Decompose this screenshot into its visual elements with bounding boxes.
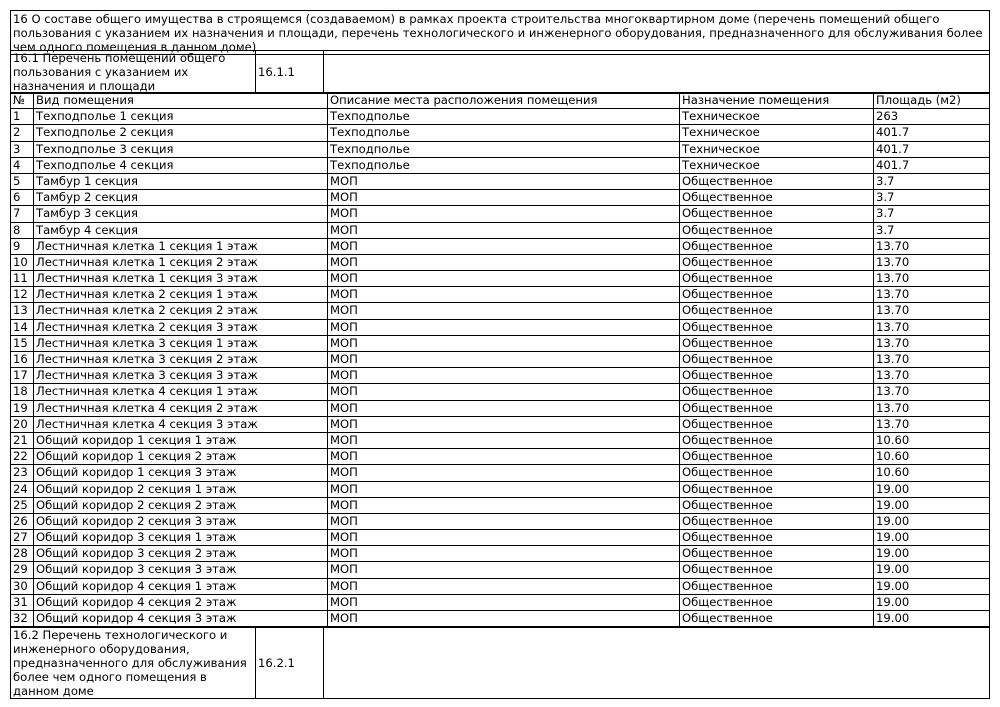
cell-area: 19.00 — [874, 611, 990, 627]
subsection-label: 16.2 Перечень технологического и инженерного оборудования, предназначенного для обслуживания более чем одного помещения в данном доме — [11, 628, 256, 699]
cell-location: МОП — [328, 352, 680, 368]
table-row — [11, 271, 990, 287]
cell-purpose: Техническое — [680, 125, 874, 141]
table-row — [11, 497, 990, 513]
subsection-value — [324, 628, 990, 699]
cell-number: 20 — [11, 416, 34, 432]
table-row — [11, 368, 990, 384]
cell-number: 31 — [11, 594, 34, 610]
cell-number: 24 — [11, 481, 34, 497]
cell-number: 13 — [11, 303, 34, 319]
cell-number: 29 — [11, 562, 34, 578]
cell-room-type: Лестничная клетка 2 секция 3 этаж — [34, 319, 328, 335]
cell-location: МОП — [328, 173, 680, 189]
table-row — [11, 481, 990, 497]
cell-room-type: Лестничная клетка 3 секция 2 этаж — [34, 352, 328, 368]
cell-area: 3.7 — [874, 190, 990, 206]
cell-room-type: Тамбур 3 секция — [34, 206, 328, 222]
cell-purpose: Общественное — [680, 530, 874, 546]
cell-area: 10.60 — [874, 449, 990, 465]
cell-purpose: Общественное — [680, 173, 874, 189]
cell-purpose: Общественное — [680, 190, 874, 206]
cell-location: Техподполье — [328, 109, 680, 125]
cell-purpose: Общественное — [680, 594, 874, 610]
table-row — [11, 546, 990, 562]
cell-number: 1 — [11, 109, 34, 125]
cell-number: 32 — [11, 611, 34, 627]
cell-room-type: Техподполье 3 секция — [34, 141, 328, 157]
cell-number: 23 — [11, 465, 34, 481]
cell-area: 19.00 — [874, 546, 990, 562]
cell-location: МОП — [328, 432, 680, 448]
cell-location: Техподполье — [328, 157, 680, 173]
cell-room-type: Лестничная клетка 1 секция 1 этаж — [34, 238, 328, 254]
cell-purpose: Общественное — [680, 238, 874, 254]
cell-number: 15 — [11, 335, 34, 351]
cell-area: 10.60 — [874, 432, 990, 448]
cell-purpose: Техническое — [680, 157, 874, 173]
cell-room-type: Техподполье 1 секция — [34, 109, 328, 125]
table-row — [11, 432, 990, 448]
cell-purpose: Общественное — [680, 465, 874, 481]
cell-room-type: Общий коридор 4 секция 2 этаж — [34, 594, 328, 610]
cell-location: МОП — [328, 400, 680, 416]
cell-area: 13.70 — [874, 384, 990, 400]
cell-purpose: Общественное — [680, 254, 874, 270]
table-row — [11, 578, 990, 594]
cell-location: МОП — [328, 319, 680, 335]
cell-purpose: Общественное — [680, 449, 874, 465]
cell-purpose: Техническое — [680, 109, 874, 125]
cell-purpose: Общественное — [680, 303, 874, 319]
cell-location: МОП — [328, 287, 680, 303]
cell-purpose: Общественное — [680, 400, 874, 416]
cell-area: 19.00 — [874, 497, 990, 513]
cell-purpose: Общественное — [680, 578, 874, 594]
cell-area: 401.7 — [874, 157, 990, 173]
cell-area: 13.70 — [874, 238, 990, 254]
cell-area: 13.70 — [874, 352, 990, 368]
cell-area: 13.70 — [874, 416, 990, 432]
cell-location: МОП — [328, 449, 680, 465]
cell-number: 4 — [11, 157, 34, 173]
cell-number: 9 — [11, 238, 34, 254]
table-row — [11, 400, 990, 416]
cell-location: МОП — [328, 254, 680, 270]
cell-number: 7 — [11, 206, 34, 222]
cell-purpose: Общественное — [680, 497, 874, 513]
cell-room-type: Общий коридор 3 секция 2 этаж — [34, 546, 328, 562]
cell-number: 8 — [11, 222, 34, 238]
header-number: № — [11, 93, 34, 109]
cell-room-type: Лестничная клетка 4 секция 2 этаж — [34, 400, 328, 416]
table-row — [11, 594, 990, 610]
cell-room-type: Общий коридор 3 секция 1 этаж — [34, 530, 328, 546]
cell-room-type: Лестничная клетка 1 секция 2 этаж — [34, 254, 328, 270]
table-row — [11, 611, 990, 627]
header-area: Площадь (м2) — [874, 93, 990, 109]
cell-room-type: Лестничная клетка 2 секция 1 этаж — [34, 287, 328, 303]
cell-purpose: Общественное — [680, 546, 874, 562]
cell-location: МОП — [328, 271, 680, 287]
table-row — [11, 303, 990, 319]
cell-area: 3.7 — [874, 173, 990, 189]
cell-location: МОП — [328, 384, 680, 400]
cell-number: 14 — [11, 319, 34, 335]
header-location: Описание места расположения помещения — [328, 93, 680, 109]
cell-purpose: Общественное — [680, 287, 874, 303]
cell-number: 28 — [11, 546, 34, 562]
table-row — [11, 109, 990, 125]
subsection-code: 16.2.1 — [256, 628, 324, 699]
table-header-row — [11, 93, 990, 109]
cell-purpose: Общественное — [680, 352, 874, 368]
cell-room-type: Лестничная клетка 2 секция 2 этаж — [34, 303, 328, 319]
cell-purpose: Общественное — [680, 222, 874, 238]
cell-number: 3 — [11, 141, 34, 157]
table-row — [11, 530, 990, 546]
cell-room-type: Лестничная клетка 1 секция 3 этаж — [34, 271, 328, 287]
cell-room-type: Лестничная клетка 3 секция 3 этаж — [34, 368, 328, 384]
cell-location: МОП — [328, 368, 680, 384]
table-row — [11, 206, 990, 222]
subsection-16-2 — [10, 627, 990, 699]
cell-location: МОП — [328, 465, 680, 481]
cell-purpose: Общественное — [680, 206, 874, 222]
cell-location: МОП — [328, 497, 680, 513]
cell-area: 10.60 — [874, 465, 990, 481]
subsection-value — [324, 51, 990, 94]
cell-purpose: Общественное — [680, 335, 874, 351]
cell-purpose: Общественное — [680, 432, 874, 448]
cell-room-type: Общий коридор 2 секция 1 этаж — [34, 481, 328, 497]
cell-number: 27 — [11, 530, 34, 546]
cell-number: 19 — [11, 400, 34, 416]
table-row — [11, 222, 990, 238]
table-row — [11, 173, 990, 189]
cell-room-type: Общий коридор 2 секция 3 этаж — [34, 513, 328, 529]
cell-room-type: Общий коридор 2 секция 2 этаж — [34, 497, 328, 513]
table-row — [11, 254, 990, 270]
cell-area: 13.70 — [874, 319, 990, 335]
section-title: 16 О составе общего имущества в строящемся (создаваемом) в рамках проекта строительства многоквартирном доме (перечень помещений общего пользования с указанием их назначения и площади, перечень технологического и инженерного оборудования, предназначенного для обслуживания более чем одного помещения в данном доме) — [11, 11, 990, 55]
cell-location: МОП — [328, 238, 680, 254]
cell-room-type: Общий коридор 1 секция 1 этаж — [34, 432, 328, 448]
cell-number: 26 — [11, 513, 34, 529]
table-row — [11, 335, 990, 351]
cell-number: 16 — [11, 352, 34, 368]
cell-room-type: Общий коридор 1 секция 2 этаж — [34, 449, 328, 465]
table-row — [11, 562, 990, 578]
table-row — [11, 465, 990, 481]
table-row — [11, 513, 990, 529]
cell-number: 11 — [11, 271, 34, 287]
cell-location: Техподполье — [328, 125, 680, 141]
cell-number: 25 — [11, 497, 34, 513]
cell-room-type: Общий коридор 4 секция 3 этаж — [34, 611, 328, 627]
cell-area: 401.7 — [874, 141, 990, 157]
cell-room-type: Общий коридор 3 секция 3 этаж — [34, 562, 328, 578]
cell-location: МОП — [328, 416, 680, 432]
cell-location: МОП — [328, 594, 680, 610]
cell-location: МОП — [328, 546, 680, 562]
cell-room-type: Лестничная клетка 3 секция 1 этаж — [34, 335, 328, 351]
table-row — [11, 141, 990, 157]
table-row — [11, 125, 990, 141]
cell-area: 3.7 — [874, 222, 990, 238]
cell-number: 30 — [11, 578, 34, 594]
cell-location: МОП — [328, 513, 680, 529]
cell-purpose: Общественное — [680, 319, 874, 335]
cell-purpose: Общественное — [680, 368, 874, 384]
cell-number: 22 — [11, 449, 34, 465]
cell-location: Техподполье — [328, 141, 680, 157]
cell-location: МОП — [328, 206, 680, 222]
cell-area: 13.70 — [874, 303, 990, 319]
cell-area: 19.00 — [874, 513, 990, 529]
cell-area: 19.00 — [874, 530, 990, 546]
cell-location: МОП — [328, 611, 680, 627]
cell-number: 18 — [11, 384, 34, 400]
subsection-16-1 — [10, 50, 990, 94]
cell-room-type: Тамбур 2 секция — [34, 190, 328, 206]
cell-room-type: Тамбур 4 секция — [34, 222, 328, 238]
table-row — [11, 384, 990, 400]
cell-area: 19.00 — [874, 578, 990, 594]
cell-room-type: Общий коридор 1 секция 3 этаж — [34, 465, 328, 481]
header-room-type: Вид помещения — [34, 93, 328, 109]
cell-area: 13.70 — [874, 400, 990, 416]
cell-purpose: Общественное — [680, 416, 874, 432]
cell-number: 6 — [11, 190, 34, 206]
cell-location: МОП — [328, 481, 680, 497]
table-row — [11, 416, 990, 432]
cell-purpose: Техническое — [680, 141, 874, 157]
cell-area: 13.70 — [874, 287, 990, 303]
cell-area: 19.00 — [874, 481, 990, 497]
cell-area: 19.00 — [874, 594, 990, 610]
cell-location: МОП — [328, 303, 680, 319]
cell-location: МОП — [328, 190, 680, 206]
cell-room-type: Тамбур 1 секция — [34, 173, 328, 189]
cell-number: 21 — [11, 432, 34, 448]
cell-location: МОП — [328, 578, 680, 594]
table-row — [11, 190, 990, 206]
cell-location: МОП — [328, 562, 680, 578]
table-row — [11, 157, 990, 173]
cell-purpose: Общественное — [680, 271, 874, 287]
cell-number: 2 — [11, 125, 34, 141]
cell-area: 13.70 — [874, 368, 990, 384]
header-purpose: Назначение помещения — [680, 93, 874, 109]
cell-area: 401.7 — [874, 125, 990, 141]
cell-area: 19.00 — [874, 562, 990, 578]
table-row — [11, 352, 990, 368]
cell-area: 13.70 — [874, 271, 990, 287]
cell-location: МОП — [328, 335, 680, 351]
cell-purpose: Общественное — [680, 513, 874, 529]
cell-room-type: Техподполье 4 секция — [34, 157, 328, 173]
cell-room-type: Техподполье 2 секция — [34, 125, 328, 141]
subsection-code: 16.1.1 — [256, 51, 324, 94]
table-row — [11, 319, 990, 335]
cell-room-type: Лестничная клетка 4 секция 1 этаж — [34, 384, 328, 400]
cell-area: 263 — [874, 109, 990, 125]
cell-area: 13.70 — [874, 335, 990, 351]
subsection-label: 16.1 Перечень помещений общего пользования с указанием их назначения и площади — [11, 51, 256, 94]
table-row — [11, 238, 990, 254]
cell-number: 12 — [11, 287, 34, 303]
cell-number: 10 — [11, 254, 34, 270]
premises-table — [10, 92, 990, 627]
cell-number: 5 — [11, 173, 34, 189]
cell-purpose: Общественное — [680, 481, 874, 497]
cell-purpose: Общественное — [680, 611, 874, 627]
cell-area: 13.70 — [874, 254, 990, 270]
cell-area: 3.7 — [874, 206, 990, 222]
cell-purpose: Общественное — [680, 384, 874, 400]
cell-location: МОП — [328, 222, 680, 238]
cell-room-type: Лестничная клетка 4 секция 3 этаж — [34, 416, 328, 432]
cell-purpose: Общественное — [680, 562, 874, 578]
cell-location: МОП — [328, 530, 680, 546]
section-header — [10, 10, 990, 55]
cell-number: 17 — [11, 368, 34, 384]
table-row — [11, 287, 990, 303]
table-row — [11, 449, 990, 465]
cell-room-type: Общий коридор 4 секция 1 этаж — [34, 578, 328, 594]
